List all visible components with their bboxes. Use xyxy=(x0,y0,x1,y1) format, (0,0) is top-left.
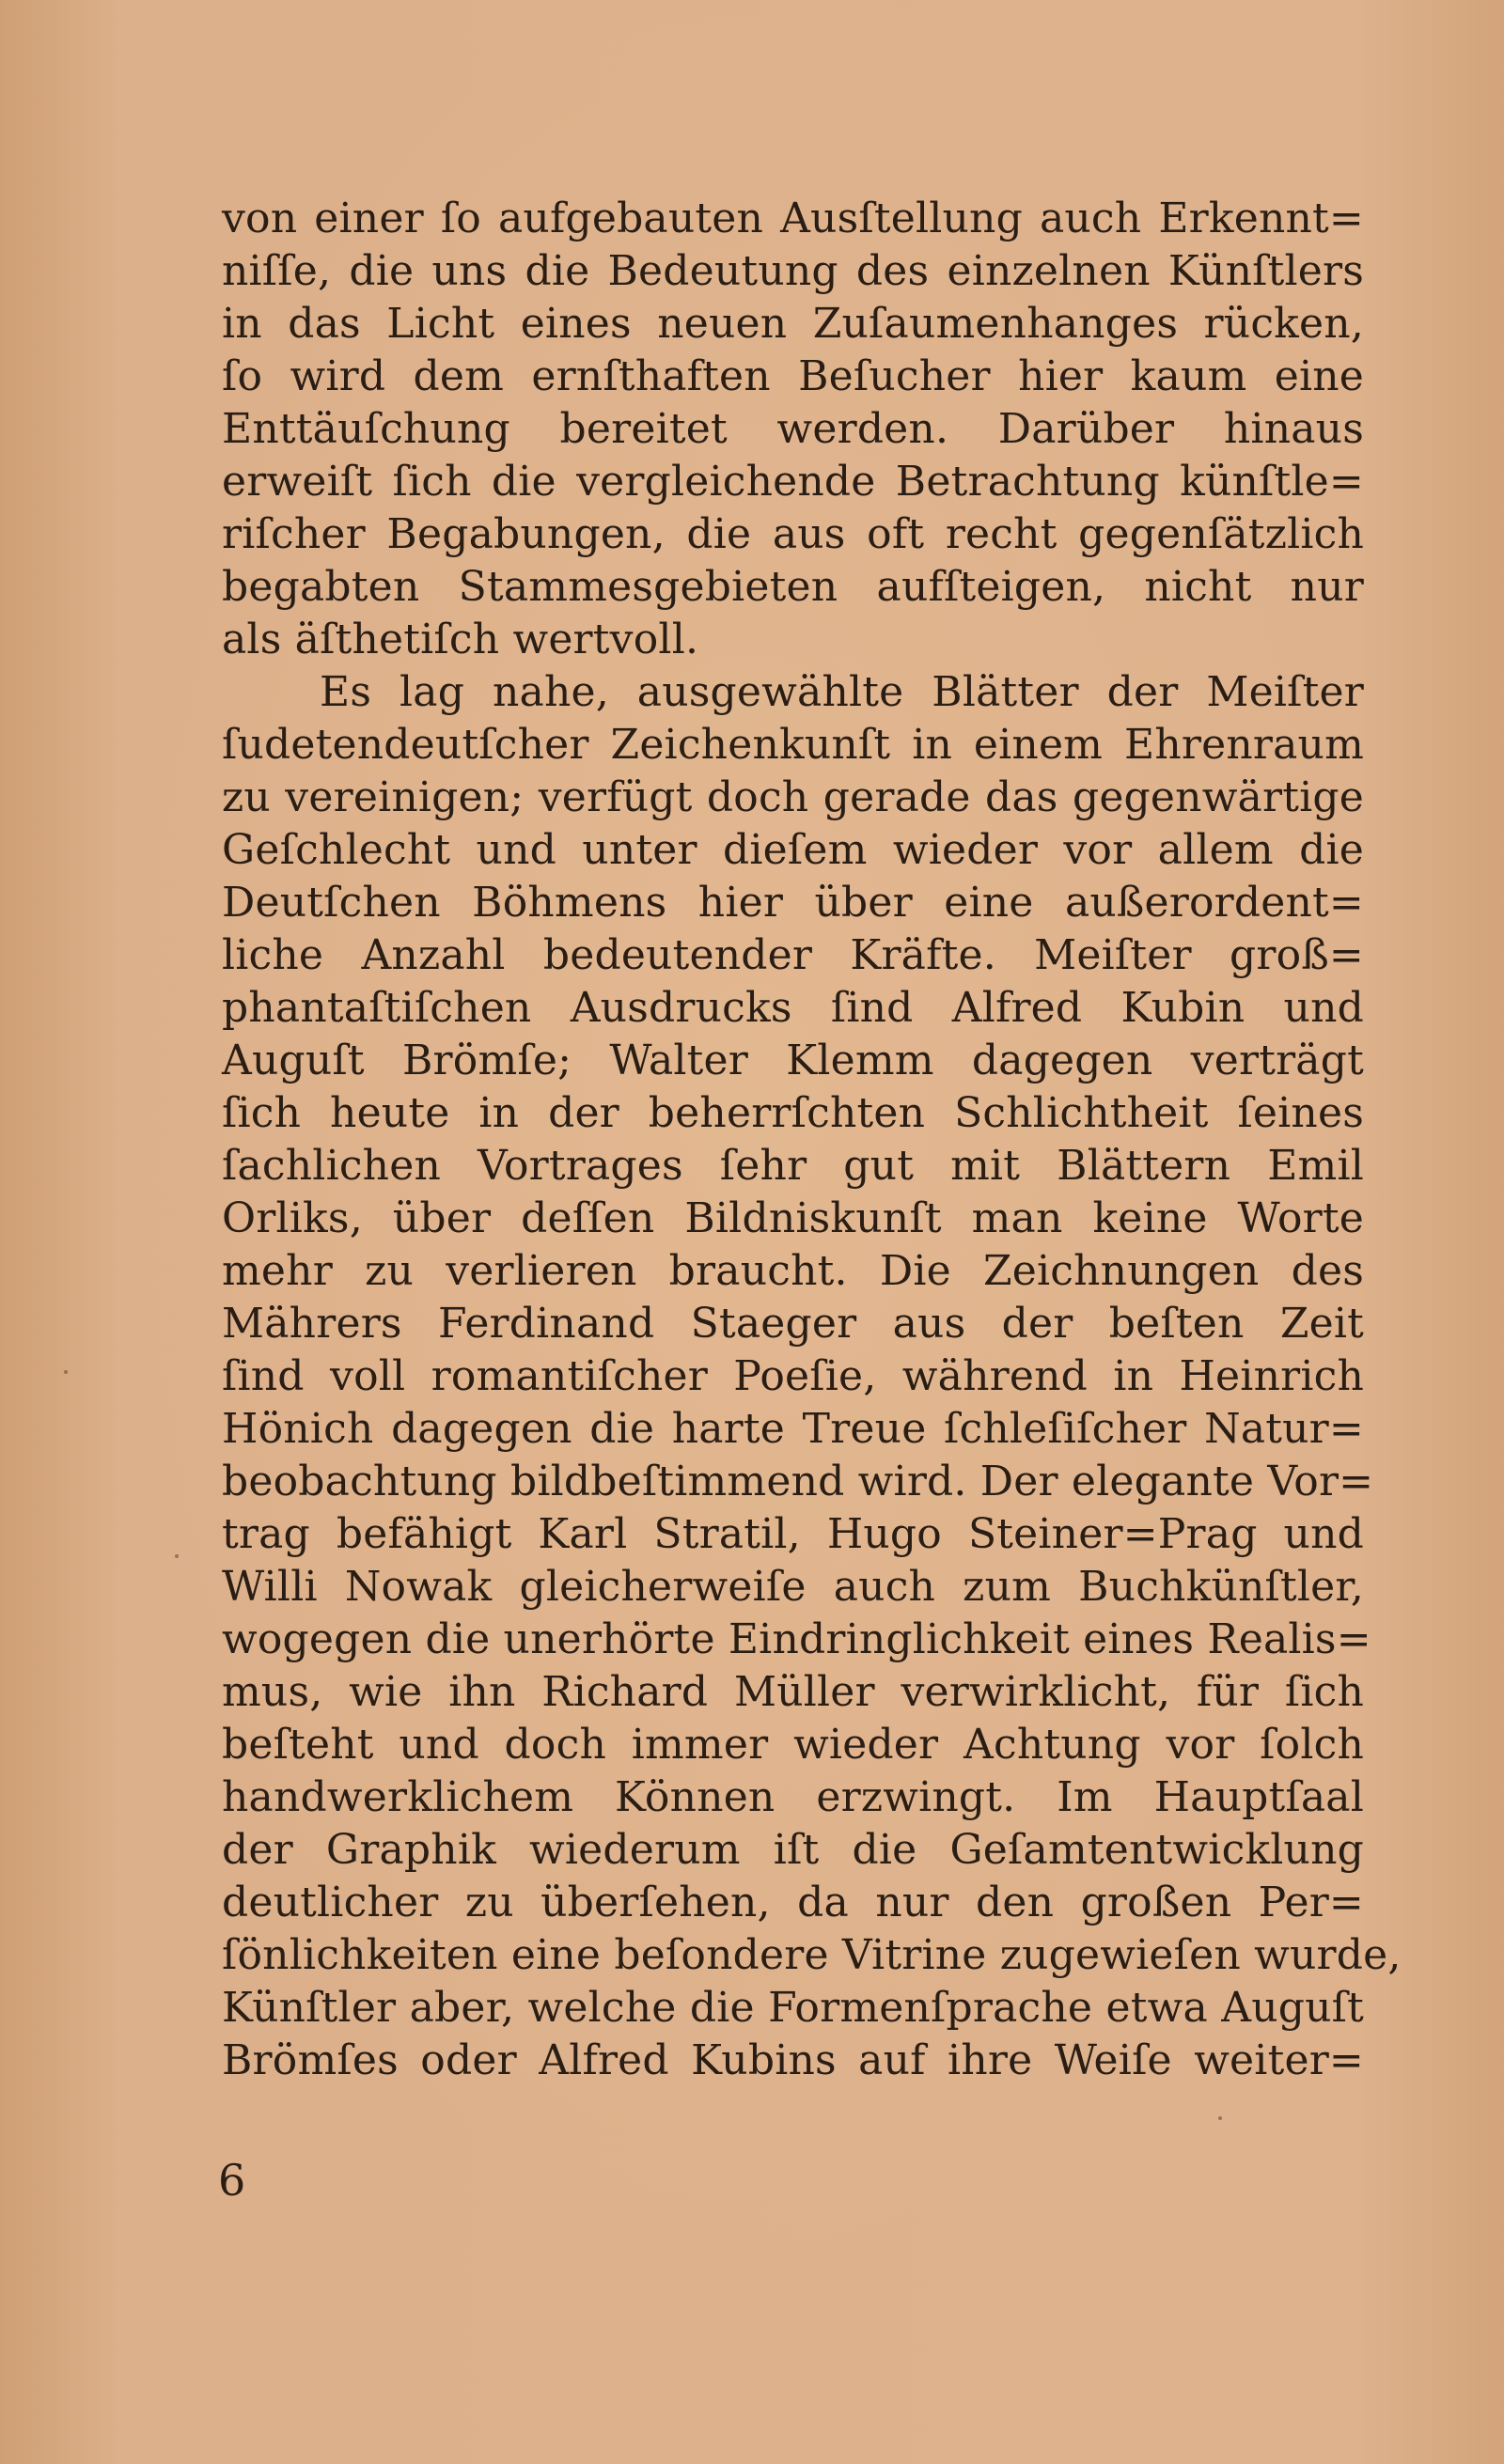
text-line: ſind voll romantiſcher Poeſie, während in Heinrich xyxy=(222,1352,1364,1400)
text-line: als äſthetiſch wertvoll. xyxy=(222,616,699,663)
text-line: deutlicher zu überſehen, da nur den großen Per= xyxy=(222,1879,1364,1926)
text-line: handwerklichem Können erzwingt. Im Hauptſaal xyxy=(222,1773,1364,1821)
text-line: mus, wie ihn Richard Müller verwirklicht, für ſich xyxy=(222,1668,1364,1716)
text-line: in das Licht eines neuen Zuſaumenhanges rücken, xyxy=(222,300,1364,348)
text-line: beobachtung bildbeſtimmend wird. Der elegante Vor= xyxy=(222,1458,1374,1505)
text-line: mehr zu verlieren braucht. Die Zeichnungen des xyxy=(222,1247,1364,1295)
text-line: Willi Nowak gleicherweiſe auch zum Buchkünſtler, xyxy=(222,1563,1364,1611)
text-line: zu vereinigen; verfügt doch gerade das gegenwärtige xyxy=(222,773,1364,821)
paragraph-1 xyxy=(222,193,1364,666)
text-line: ſich heute in der beherrſchten Schlichtheit ſeines xyxy=(222,1089,1364,1137)
text-line: riſcher Begabungen, die aus oft recht gegenſätzlich xyxy=(222,510,1364,558)
text-line: Brömſes oder Alfred Kubins auf ihre Weiſe weiter= xyxy=(222,2036,1364,2084)
paper-speck xyxy=(64,1370,68,1374)
text-line: wogegen die unerhörte Eindringlichkeit eines Realis= xyxy=(222,1615,1371,1663)
paragraph-2 xyxy=(222,666,1402,2087)
text-line: Orliks, über deſſen Bildniskunſt man keine Worte xyxy=(222,1194,1364,1242)
text-line: Hönich dagegen die harte Treue ſchleſiſcher Natur= xyxy=(222,1405,1364,1453)
text-line: ſönlichkeiten eine beſondere Vitrine zugewieſen wurde, xyxy=(222,1931,1402,1979)
text-line: Enttäuſchung bereitet werden. Darüber hinaus xyxy=(222,405,1364,453)
text-line: Geſchlecht und unter dieſem wieder vor allem die xyxy=(222,826,1364,874)
paper-speck xyxy=(175,1554,179,1558)
text-line: Künſtler aber, welche die Formenſprache etwa Auguſt xyxy=(222,1984,1364,2032)
text-line: Es lag nahe, ausgewählte Blätter der Meiſter xyxy=(320,668,1364,716)
text-line: Mährers Ferdinand Staeger aus der beſten Zeit xyxy=(222,1300,1364,1348)
text-line: ſudetendeutſcher Zeichenkunſt in einem Ehrenraum xyxy=(222,721,1364,769)
page-number: 6 xyxy=(218,2155,246,2206)
text-line: phantaſtiſchen Ausdrucks ſind Alfred Kubin und xyxy=(222,984,1364,1032)
text-line: Deutſchen Böhmens hier über eine außerordent= xyxy=(222,879,1364,927)
text-line: begabten Stammesgebieten aufſteigen, nicht nur xyxy=(222,563,1364,611)
body-text xyxy=(222,193,1402,2087)
text-line: von einer ſo aufgebauten Ausſtellung auch Erkennt= xyxy=(222,195,1364,242)
text-line: trag befähigt Karl Stratil, Hugo Steiner=Prag und xyxy=(222,1510,1364,1558)
text-line: ſo wird dem ernſthaften Beſucher hier kaum eine xyxy=(222,352,1364,400)
text-line: niſſe, die uns die Bedeutung des einzelnen Künſtlers xyxy=(222,247,1364,295)
paper-speck xyxy=(1218,2116,1222,2120)
text-line: erweiſt ſich die vergleichende Betrachtung künſtle= xyxy=(222,458,1364,506)
text-line: beſteht und doch immer wieder Achtung vor ſolch xyxy=(222,1721,1364,1769)
text-line: ſachlichen Vortrages ſehr gut mit Blättern Emil xyxy=(222,1142,1364,1190)
text-line: liche Anzahl bedeutender Kräfte. Meiſter groß= xyxy=(222,931,1364,979)
text-line: Auguſt Brömſe; Walter Klemm dagegen verträgt xyxy=(222,1037,1364,1084)
text-line: der Graphik wiederum iſt die Geſamtentwicklung xyxy=(222,1826,1364,1874)
